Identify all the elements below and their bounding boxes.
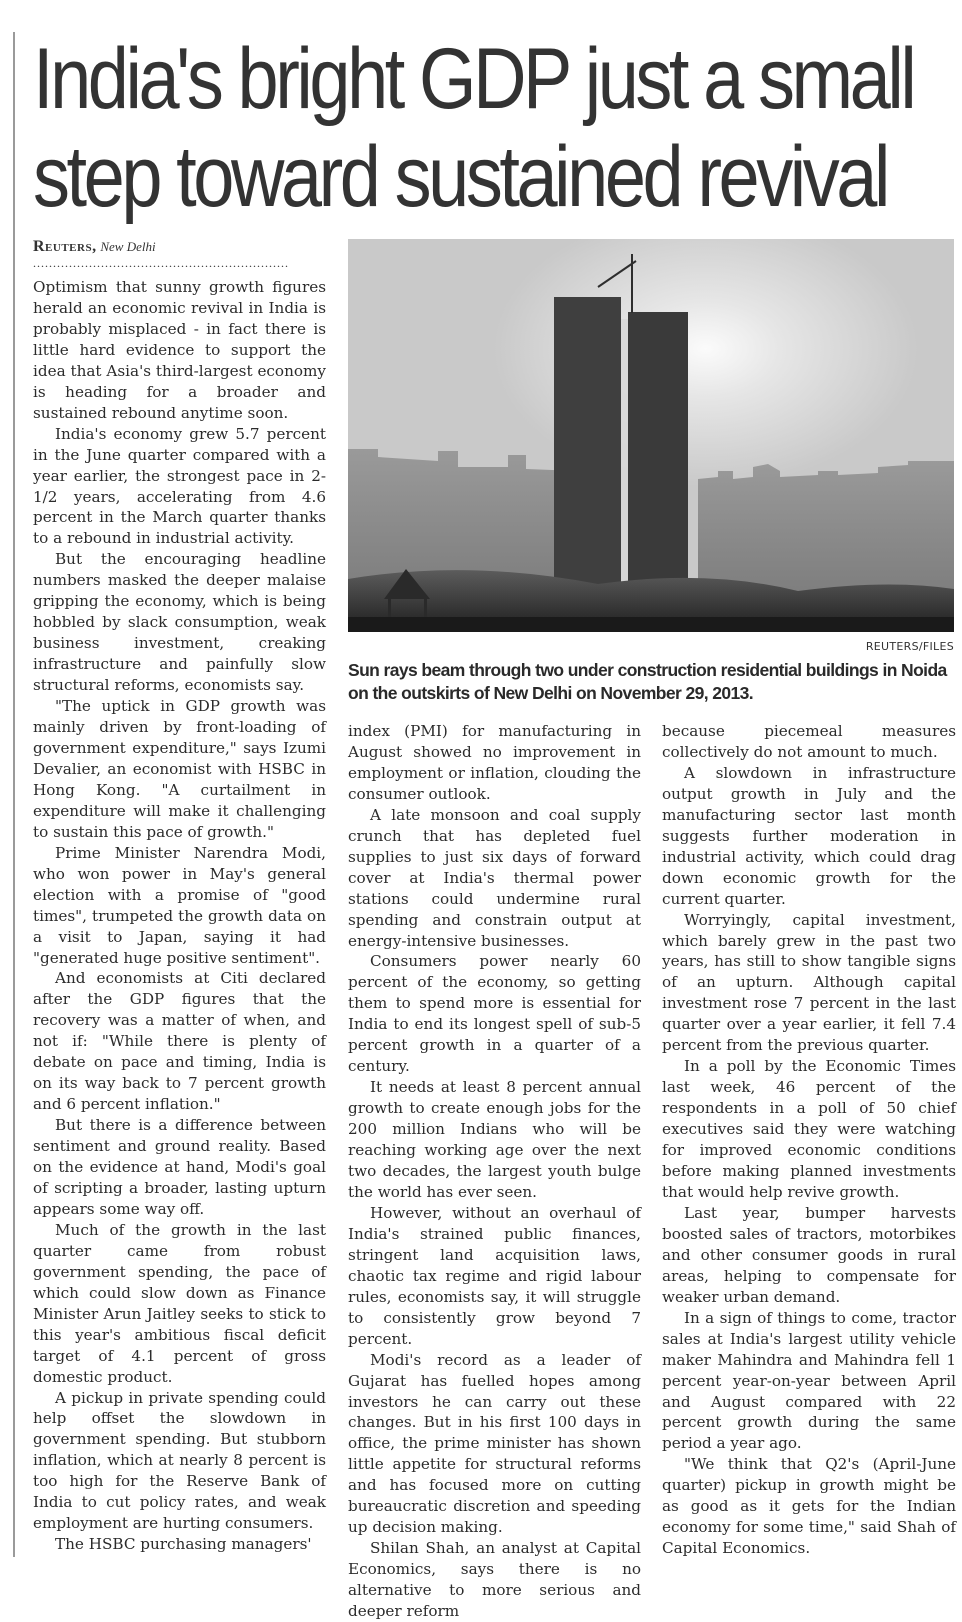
paragraph: Worryingly, capital investment, which barely grew in the past two years, has still to show tangible signs of an upturn. Although capital investment rose 7 percent in the last quarter over a year earlier, it fell 7.4 percent from the previous quarter.: [662, 910, 956, 1055]
paragraph: index (PMI) for manufacturing in August showed no improvement in employment or inflation, clouding the consumer outlook.: [348, 722, 641, 803]
column-rule: [13, 32, 15, 1557]
paragraph: A late monsoon and coal supply crunch that has depleted fuel supplies to just six days of forward cover at India's thermal power stations could undermine rural spending and constrain output at energy-intensive businesses.: [348, 805, 641, 950]
paragraph: However, without an overhaul of India's strained public finances, stringent land acquisition laws, chaotic tax regime and rigid labour rules, economists say, it will struggle to consistently grow beyond 7 percent.: [348, 1203, 641, 1348]
paragraph: "We think that Q2's (April-June quarter) pickup in growth might be as good as it gets for the Indian economy for some time," said Shah of Capital Economics.: [662, 1455, 956, 1558]
headline-line-2: step toward sustained revival: [33, 129, 887, 225]
paragraph: The HSBC purchasing managers': [55, 1535, 312, 1554]
paragraph: Prime Minister Narendra Modi, who won power in May's general election with a promise of "good times", trumpeted the growth data on a visit to Japan, saying it had "generated huge positive sentiment".: [33, 843, 326, 967]
paragraph: A pickup in private spending could help offset the slowdown in government spending. But stubborn inflation, which at nearly 8 percent is too high for the Reserve Bank of India to cut policy rates, and weak employment are hurting consumers.: [33, 1388, 326, 1533]
paragraph: "The uptick in GDP growth was mainly driven by front-loading of government expenditure," says Izumi Devalier, an economist with HSBC in Hong Kong. "A curtailment in expenditure will make it challenging to sustain this pace of growth.": [33, 697, 326, 841]
article-column-2: [348, 721, 641, 1622]
paragraph: It needs at least 8 percent annual growth to create enough jobs for the 200 million Indians who will be reaching working age over the next two decades, the largest youth bulge the world has ever seen.: [348, 1078, 641, 1201]
photo-skyline-image: [348, 239, 954, 632]
photo-caption: Sun rays beam through two under construction residential buildings in Noida on the outskirts of New Delhi on November 29, 2013.: [348, 660, 947, 703]
paragraph: A slowdown in infrastructure output growth in July and the manufacturing sector last month suggests further moderation in industrial activity, which could drag down economic growth for the current quarter.: [662, 763, 956, 908]
byline-agency: Reuters,: [33, 238, 97, 255]
paragraph: In a sign of things to come, tractor sales at India's largest utility vehicle maker Mahindra and Mahindra fell 1 percent year-on-year between April and August compared with 22 percent growth during the same period a year ago.: [662, 1308, 956, 1453]
photo-credit: REUTERS/FILES: [865, 640, 954, 653]
headline-line-1: India's bright GDP just a small: [33, 31, 914, 127]
paragraph: And economists at Citi declared after the GDP figures that the recovery was a matter of when, and not if: "While there is plenty of debate on pace and timing, India is on its way back to 7 percent growth and 6 percent inflation.": [33, 969, 326, 1114]
paragraph: Much of the growth in the last quarter came from robust government spending, the pace of which could slow down as Finance Minister Arun Jaitley seeks to stick to this year's ambitious fiscal deficit target of 4.1 percent of gross domestic product.: [33, 1220, 326, 1386]
headline: [33, 30, 914, 226]
paragraph: Optimism that sunny growth figures herald an economic revival in India is probably misplaced - in fact there is little hard evidence to support the idea that Asia's third-largest economy is heading for a broader and sustained rebound anytime soon.: [33, 278, 326, 422]
article-column-3: [662, 721, 956, 1559]
paragraph: Shilan Shah, an analyst at Capital Economics, says there is no alternative to more serious and deeper reform: [348, 1539, 641, 1621]
paragraph: Consumers power nearly 60 percent of the economy, so getting them to spend more is essential for India to end its longest spell of sub-5 percent growth in a quarter of a century.: [348, 952, 641, 1076]
paragraph: In a poll by the Economic Times last week, 46 percent of the respondents in a poll of 50 chief executives said they were watching for improved economic conditions before making planned investments that would help revive growth.: [662, 1057, 956, 1201]
byline-separator: ................................................................: [33, 258, 289, 268]
paragraph: Modi's record as a leader of Gujarat has fuelled hopes among investors he can carry out these changes. But in his first 100 days in office, the prime minister has shown little appetite for structural reforms and has focused more on cutting bureaucratic discretion and speeding up decision making.: [348, 1350, 641, 1537]
article-column-1: [33, 277, 326, 1555]
paragraph: Last year, bumper harvests boosted sales of tractors, motorbikes and other consumer goods in rural areas, helping to compensate for weaker urban demand.: [662, 1203, 956, 1306]
byline-location: New Delhi: [100, 239, 156, 254]
paragraph: But the encouraging headline numbers masked the deeper malaise gripping the economy, which is being hobbled by slack consumption, weak business investment, creaking infrastructure and painfully slow structural reforms, economists say.: [33, 550, 326, 695]
paragraph: India's economy grew 5.7 percent in the June quarter compared with a year earlier, the strongest pace in 2-1/2 years, accelerating from 4.6 percent in the March quarter thanks to a rebound in industrial activity.: [33, 424, 326, 548]
byline: [33, 238, 156, 256]
paragraph: But there is a difference between sentiment and ground reality. Based on the evidence at hand, Modi's goal of scripting a broader, lasting upturn appears some way off.: [33, 1116, 326, 1218]
paragraph: because piecemeal measures collectively do not amount to much.: [662, 722, 956, 761]
news-photo: [348, 239, 954, 632]
